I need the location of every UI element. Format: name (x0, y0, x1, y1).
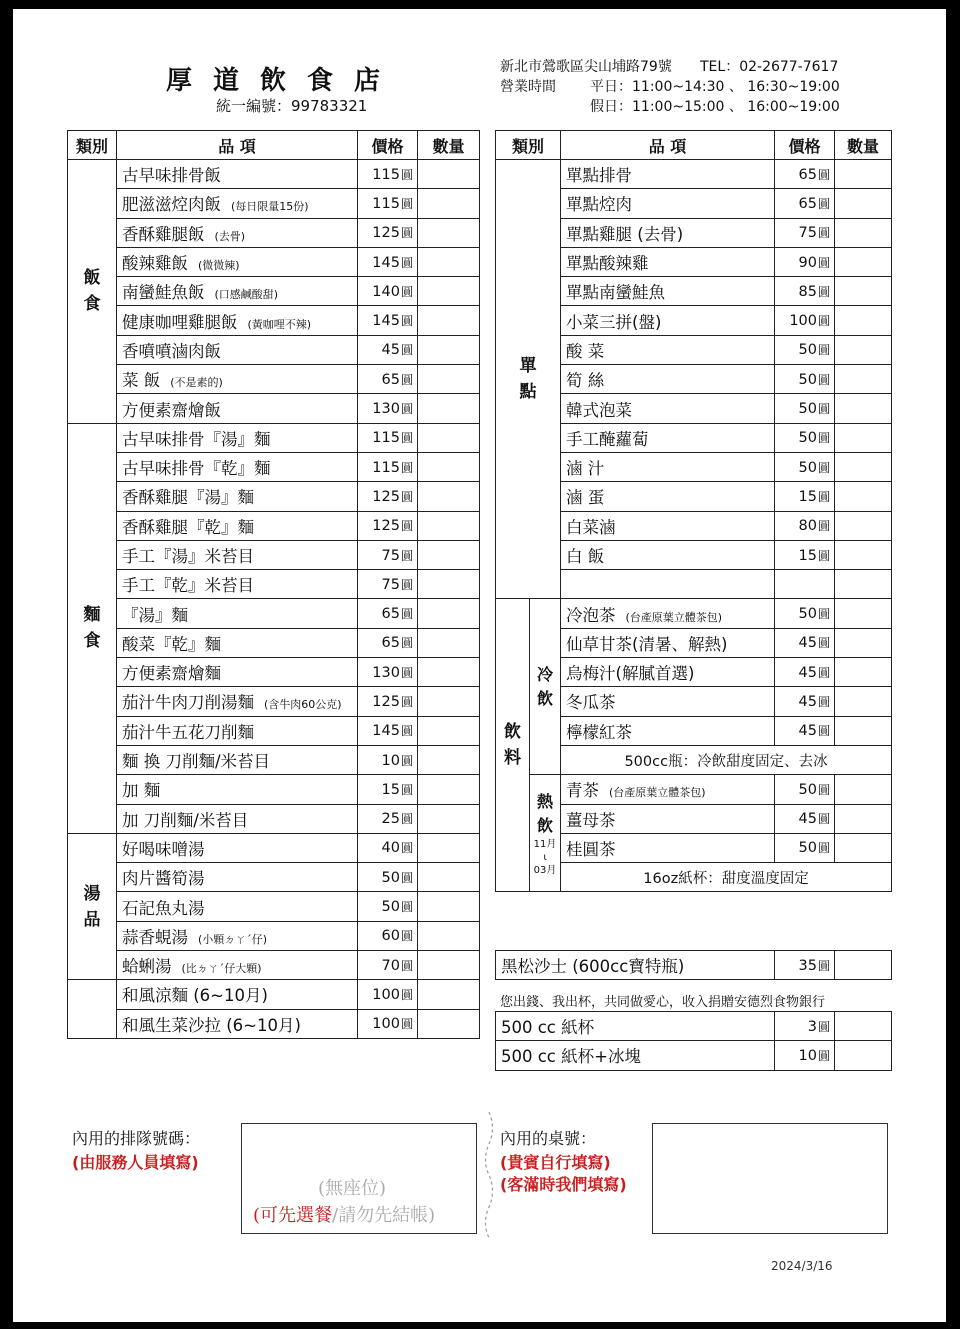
item-name: 青茶 (台產原葉立體茶包) (561, 775, 775, 804)
qty-cell[interactable] (418, 277, 480, 306)
item-name: 手工『乾』米苔目 (117, 570, 358, 599)
item-price: 50圓 (775, 775, 835, 804)
table-row (68, 687, 480, 716)
item-price: 50圓 (775, 394, 835, 423)
item-note: (不是素的) (170, 376, 223, 390)
hot-season-end: 03月 (533, 864, 557, 876)
item-note: (口感鹹酸甜) (214, 288, 279, 302)
queue-label: 內用的排隊號碼： (72, 1129, 201, 1148)
item-price: 3圓 (775, 1012, 835, 1041)
item-price: 50圓 (775, 599, 835, 628)
item-name: 茄汁牛五花刀削麵 (117, 716, 358, 745)
item-name: 肥滋滋焢肉飯 (每日限量15份) (117, 189, 358, 218)
qty-cell[interactable] (418, 833, 480, 862)
item-price: 45圓 (775, 628, 835, 657)
qty-cell[interactable] (835, 1012, 892, 1041)
table-row (68, 394, 480, 423)
category-cell: 湯品 (68, 833, 117, 979)
item-name: 手工『湯』米苔目 (117, 540, 358, 569)
qty-cell[interactable] (418, 863, 480, 892)
qty-cell[interactable] (418, 745, 480, 774)
item-note: (台產原葉立體茶包) (625, 610, 723, 624)
table-row (68, 951, 480, 980)
qty-cell[interactable] (835, 511, 892, 540)
hours-label: 營業時間 (500, 79, 556, 95)
qty-cell[interactable] (835, 335, 892, 364)
item-name: 仙草甘茶(清暑、解熱) (561, 628, 775, 657)
table-row (68, 804, 480, 833)
item-name: 麵 換 刀削麵/米苔目 (117, 745, 358, 774)
table-row (68, 980, 480, 1009)
qty-cell[interactable] (418, 921, 480, 950)
item-price: 125圓 (358, 482, 418, 511)
item-note: (黃咖哩不辣) (247, 317, 312, 331)
item-name: 古早味排骨『湯』麵 (117, 423, 358, 452)
item-name: 古早味排骨飯 (117, 160, 358, 189)
item-price: 50圓 (775, 335, 835, 364)
table-row (68, 892, 480, 921)
col-category-header: 類別 (496, 131, 561, 160)
qty-cell[interactable] (835, 570, 892, 599)
weekday-hours: 平日：11:00~14:30 、 16:30~19:00 (590, 79, 840, 95)
hot-season-separator: ι (543, 851, 547, 863)
item-name: 香酥雞腿飯 (去骨) (117, 218, 358, 247)
left-menu-table (67, 130, 480, 1039)
qty-cell[interactable] (835, 628, 892, 657)
charity-note: 您出錢、我出杯，共同做愛心，收入捐贈安德烈食物銀行 (500, 995, 826, 1010)
item-note: (比ㄉㄚˊ仔大顆) (181, 962, 262, 976)
item-price: 85圓 (775, 277, 835, 306)
col-item-header: 品 項 (117, 131, 358, 160)
item-price: 80圓 (775, 511, 835, 540)
item-price: 145圓 (358, 306, 418, 335)
item-price: 50圓 (775, 452, 835, 481)
table-row (68, 335, 480, 364)
table-number-hint-self: (貴賓自行填寫) (500, 1153, 611, 1172)
item-price: 65圓 (775, 160, 835, 189)
qty-cell[interactable] (835, 218, 892, 247)
table-row (496, 599, 892, 628)
table-row (68, 189, 480, 218)
table-row (496, 775, 892, 804)
item-price: 60圓 (358, 921, 418, 950)
item-name: 蛤蜊湯 (比ㄉㄚˊ仔大顆) (117, 951, 358, 980)
qty-cell[interactable] (418, 570, 480, 599)
table-row (68, 833, 480, 862)
item-price: 50圓 (358, 892, 418, 921)
telephone: TEL：02-2677-7617 (700, 59, 839, 75)
item-name: 南蠻鮭魚飯 (口感鹹酸甜) (117, 277, 358, 306)
item-name: 小菜三拼(盤) (561, 306, 775, 335)
qty-cell[interactable] (418, 335, 480, 364)
col-qty-header: 數量 (418, 131, 480, 160)
item-price: 125圓 (358, 218, 418, 247)
qty-cell[interactable] (418, 365, 480, 394)
item-price: 65圓 (358, 628, 418, 657)
item-note: (小顆ㄉㄚˊ仔) (198, 932, 268, 946)
item-price: 45圓 (358, 335, 418, 364)
qty-cell[interactable] (835, 306, 892, 335)
qty-cell[interactable] (418, 980, 480, 1009)
item-note: (每日限量15份) (231, 200, 309, 214)
item-price: 65圓 (775, 189, 835, 218)
item-price: 100圓 (358, 980, 418, 1009)
qty-cell[interactable] (418, 511, 480, 540)
table-row (68, 628, 480, 657)
col-item-header: 品 項 (561, 131, 775, 160)
table-row (68, 365, 480, 394)
qty-cell[interactable] (835, 658, 892, 687)
qty-cell[interactable] (418, 306, 480, 335)
item-price: 50圓 (775, 833, 835, 862)
item-name: 茄汁牛肉刀削湯麵 (含牛肉60公克) (117, 687, 358, 716)
item-name: 健康咖哩雞腿飯 (黃咖哩不辣) (117, 306, 358, 335)
sarsi-price: 35圓 (775, 951, 835, 980)
item-price: 75圓 (358, 570, 418, 599)
table-row (68, 863, 480, 892)
item-price: 15圓 (775, 540, 835, 569)
item-price: 125圓 (358, 511, 418, 540)
item-price: 90圓 (775, 247, 835, 276)
qty-cell[interactable] (835, 423, 892, 452)
item-note: (含牛肉60公克) (264, 698, 342, 712)
qty-cell[interactable] (835, 540, 892, 569)
item-name: 韓式泡菜 (561, 394, 775, 423)
table-number-box[interactable] (652, 1123, 888, 1234)
item-price: 75圓 (775, 218, 835, 247)
table-row (68, 160, 480, 189)
item-note: (台產原葉立體茶包) (609, 786, 706, 800)
category-cell: 飯食 (68, 160, 117, 424)
table-row (496, 160, 892, 189)
item-name: 單點焢肉 (561, 189, 775, 218)
col-category-header: 類別 (68, 131, 117, 160)
item-name: 好喝味噌湯 (117, 833, 358, 862)
qty-cell[interactable] (835, 394, 892, 423)
item-price: 130圓 (358, 394, 418, 423)
item-price: 45圓 (775, 658, 835, 687)
item-name: 方便素齋燴麵 (117, 658, 358, 687)
qty-cell[interactable] (418, 716, 480, 745)
qty-cell[interactable] (835, 452, 892, 481)
item-name: 和風涼麵 (6~10月) (117, 980, 358, 1009)
item-name: 手工醃蘿蔔 (561, 423, 775, 452)
divider-wave-icon (481, 1112, 497, 1238)
item-price: 125圓 (358, 687, 418, 716)
item-price: 50圓 (358, 863, 418, 892)
item-name: 烏梅汁(解膩首選) (561, 658, 775, 687)
item-note: (微微辣) (198, 259, 240, 273)
qty-cell[interactable] (418, 482, 480, 511)
item-name: 蒜香蜆湯 (小顆ㄉㄚˊ仔) (117, 921, 358, 950)
qty-cell[interactable] (418, 892, 480, 921)
table-row (68, 247, 480, 276)
table-row (68, 218, 480, 247)
table-row (68, 716, 480, 745)
item-note: (去骨) (214, 229, 246, 243)
print-date: 2024/3/16 (771, 1259, 833, 1273)
category-cell: 飲料 (496, 599, 530, 892)
qty-cell[interactable] (418, 218, 480, 247)
sarsi-name: 黑松沙士 (600cc寶特瓶) (496, 951, 775, 980)
table-row (68, 570, 480, 599)
item-price: 70圓 (358, 951, 418, 980)
qty-cell[interactable] (835, 775, 892, 804)
table-number-label: 內用的桌號： (500, 1129, 597, 1148)
qty-cell[interactable] (835, 277, 892, 306)
table-row (496, 1041, 892, 1070)
item-price: 115圓 (358, 423, 418, 452)
item-name: 冷泡茶 (台產原葉立體茶包) (561, 599, 775, 628)
item-name: 香噴噴滷肉飯 (117, 335, 358, 364)
sarsi-qty-cell[interactable] (835, 951, 892, 980)
order-first-note: (可先選餐/請勿先結帳) (253, 1205, 436, 1226)
hot-drinks-footnote: 16oz紙杯：甜度溫度固定 (561, 863, 892, 892)
item-price: 115圓 (358, 160, 418, 189)
item-price: 100圓 (358, 1009, 418, 1038)
table-row (68, 423, 480, 452)
item-price: 75圓 (358, 540, 418, 569)
item-price: 140圓 (358, 277, 418, 306)
item-name: 古早味排骨『乾』麵 (117, 452, 358, 481)
cold-drinks-footnote: 500cc瓶：冷飲甜度固定、去冰 (561, 745, 892, 774)
table-row (68, 306, 480, 335)
qty-cell[interactable] (835, 716, 892, 745)
col-qty-header: 數量 (835, 131, 892, 160)
col-price-header: 價格 (358, 131, 418, 160)
item-name: 滷 汁 (561, 452, 775, 481)
category-cell (68, 980, 117, 1039)
item-price: 130圓 (358, 658, 418, 687)
item-name: 方便素齋燴飯 (117, 394, 358, 423)
table-row (496, 1012, 892, 1041)
item-name: 加 刀削麵/米苔目 (117, 804, 358, 833)
hot-season-start: 11月 (533, 838, 557, 850)
item-name: 白菜滷 (561, 511, 775, 540)
item-price: 50圓 (775, 423, 835, 452)
table-row (68, 1009, 480, 1038)
item-name: 單點酸辣雞 (561, 247, 775, 276)
queue-hint: (由服務人員填寫) (72, 1153, 199, 1172)
qty-cell[interactable] (835, 599, 892, 628)
item-name: 單點南蠻鮭魚 (561, 277, 775, 306)
item-name: 石記魚丸湯 (117, 892, 358, 921)
item-price: 45圓 (775, 687, 835, 716)
qty-cell[interactable] (418, 247, 480, 276)
hot-drinks-label: 熱飲 11月 ι 03月 (530, 775, 561, 892)
item-name: 500 cc 紙杯 (496, 1012, 775, 1041)
item-price: 15圓 (775, 482, 835, 511)
item-name: 單點排骨 (561, 160, 775, 189)
qty-cell[interactable] (418, 804, 480, 833)
address: 新北市鶯歌區尖山埔路79號 (500, 59, 672, 75)
shop-name: 厚道飲食店 (166, 66, 402, 96)
qty-cell[interactable] (835, 365, 892, 394)
qty-cell[interactable] (418, 599, 480, 628)
item-name: 500 cc 紙杯+冰塊 (496, 1041, 775, 1070)
qty-cell[interactable] (835, 833, 892, 862)
category-cell: 單點 (496, 160, 561, 599)
item-name: 酸菜『乾』麵 (117, 628, 358, 657)
tax-id: 統一編號：99783321 (216, 97, 368, 115)
item-name: 白 飯 (561, 540, 775, 569)
item-price: 115圓 (358, 452, 418, 481)
qty-cell[interactable] (418, 658, 480, 687)
item-name: 桂圓茶 (561, 833, 775, 862)
qty-cell[interactable] (418, 951, 480, 980)
item-price: 100圓 (775, 306, 835, 335)
qty-cell[interactable] (418, 687, 480, 716)
sarsi-table (495, 950, 892, 980)
qty-cell[interactable] (418, 423, 480, 452)
qty-cell[interactable] (418, 1009, 480, 1038)
item-price: 15圓 (358, 775, 418, 804)
qty-cell[interactable] (418, 394, 480, 423)
item-price: 115圓 (358, 189, 418, 218)
holiday-hours: 假日：11:00~15:00 、 16:00~19:00 (590, 99, 840, 115)
table-row (68, 277, 480, 306)
right-menu-table (495, 130, 892, 892)
qty-cell[interactable] (418, 775, 480, 804)
table-row (68, 482, 480, 511)
table-row (68, 511, 480, 540)
table-row (68, 921, 480, 950)
item-price: 10圓 (775, 1041, 835, 1070)
table-row (68, 599, 480, 628)
qty-cell[interactable] (835, 189, 892, 218)
table-row (68, 540, 480, 569)
qty-cell[interactable] (835, 1041, 892, 1070)
qty-cell[interactable] (418, 189, 480, 218)
item-price: 45圓 (775, 804, 835, 833)
item-name: 菜 飯 (不是素的) (117, 365, 358, 394)
qty-cell[interactable] (835, 687, 892, 716)
item-price: 25圓 (358, 804, 418, 833)
item-name: 香酥雞腿『湯』麵 (117, 482, 358, 511)
table-number-hint-staff: (客滿時我們填寫) (500, 1175, 627, 1194)
qty-cell[interactable] (835, 247, 892, 276)
item-name: 加 麵 (117, 775, 358, 804)
qty-cell[interactable] (835, 160, 892, 189)
item-price: 65圓 (358, 599, 418, 628)
qty-cell[interactable] (835, 804, 892, 833)
category-cell: 麵食 (68, 423, 117, 833)
item-name: 酸 菜 (561, 335, 775, 364)
item-name: 香酥雞腿『乾』麵 (117, 511, 358, 540)
col-price-header: 價格 (775, 131, 835, 160)
item-price: 10圓 (358, 745, 418, 774)
item-name: 檸檬紅茶 (561, 716, 775, 745)
qty-cell[interactable] (418, 160, 480, 189)
item-name: 酸辣雞飯 (微微辣) (117, 247, 358, 276)
qty-cell[interactable] (418, 628, 480, 657)
item-price: 65圓 (358, 365, 418, 394)
item-price: 145圓 (358, 247, 418, 276)
no-seat-note: (無座位) (318, 1178, 387, 1199)
item-name: 冬瓜茶 (561, 687, 775, 716)
table-row (68, 775, 480, 804)
item-name: 筍 絲 (561, 365, 775, 394)
item-name: 和風生菜沙拉 (6~10月) (117, 1009, 358, 1038)
item-name: 薑母茶 (561, 804, 775, 833)
item-price: 45圓 (775, 716, 835, 745)
item-name: 肉片醬筍湯 (117, 863, 358, 892)
item-price: 145圓 (358, 716, 418, 745)
table-row (68, 745, 480, 774)
cups-table (495, 1011, 892, 1071)
item-name: 『湯』麵 (117, 599, 358, 628)
qty-cell[interactable] (418, 452, 480, 481)
item-price: 40圓 (358, 833, 418, 862)
item-price: 50圓 (775, 365, 835, 394)
table-row (68, 658, 480, 687)
item-name: 單點雞腿 (去骨) (561, 218, 775, 247)
cold-drinks-label: 冷飲 (530, 599, 561, 775)
qty-cell[interactable] (418, 540, 480, 569)
item-name: 滷 蛋 (561, 482, 775, 511)
qty-cell[interactable] (835, 482, 892, 511)
table-row (68, 452, 480, 481)
